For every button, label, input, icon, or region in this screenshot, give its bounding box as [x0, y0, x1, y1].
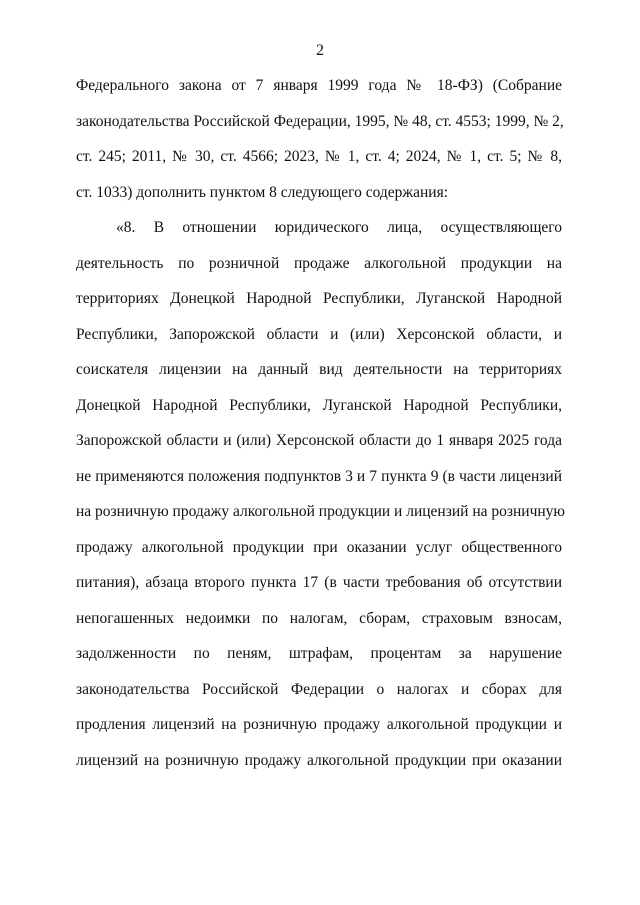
text-line: задолженности по пеням, штрафам, процентам за нарушение — [76, 645, 562, 662]
text-line: лицензий на розничную продажу алкогольной продукции при оказании — [76, 751, 562, 769]
paragraph-start-line: «8. В отношении юридического лица, осуществляющего — [116, 219, 562, 236]
text-line: Запорожской области и (или) Херсонской области до 1 января 2025 года — [76, 432, 562, 449]
text-line: деятельность по розничной продаже алкогольной продукции на — [76, 254, 562, 272]
text-line: законодательства Российской Федерации о налогах и сборах для — [76, 680, 562, 698]
text-line: не применяются положения подпунктов 3 и 7 пункта 9 (в части лицензий — [76, 467, 562, 485]
page-number: 2 — [316, 42, 324, 59]
document-body — [76, 76, 565, 786]
text-line: законодательства Российской Федерации, 1995, № 48, ст. 4553; 1999, № 2, — [76, 112, 564, 130]
text-line: соискателя лицензии на данный вид деятельности на территориях — [76, 361, 562, 378]
text-line: продления лицензий на розничную продажу алкогольной продукции и — [76, 716, 562, 733]
text-line: ст. 1033) дополнить пунктом 8 следующего содержания: — [76, 183, 449, 201]
text-line: продажу алкогольной продукции при оказании услуг общественного — [76, 538, 562, 556]
text-line: Республики, Запорожской области и (или) Херсонской области, и — [76, 325, 562, 343]
text-line: на розничную продажу алкогольной продукции и лицензий на розничную — [76, 503, 565, 520]
text-line: территориях Донецкой Народной Республики, Луганской Народной — [76, 290, 562, 307]
text-line: непогашенных недоимки по налогам, сборам, страховым взносам, — [76, 609, 562, 627]
text-line: ст. 245; 2011, № 30, ст. 4566; 2023, № 1, ст. 4; 2024, № 1, ст. 5; № 8, — [76, 148, 562, 165]
text-line: питания), абзаца второго пункта 17 (в части требования об отсутствии — [76, 574, 562, 591]
text-line: Донецкой Народной Республики, Луганской Народной Республики, — [76, 396, 562, 414]
text-line: Федерального закона от 7 января 1999 года № 18-ФЗ) (Собрание — [76, 77, 562, 94]
